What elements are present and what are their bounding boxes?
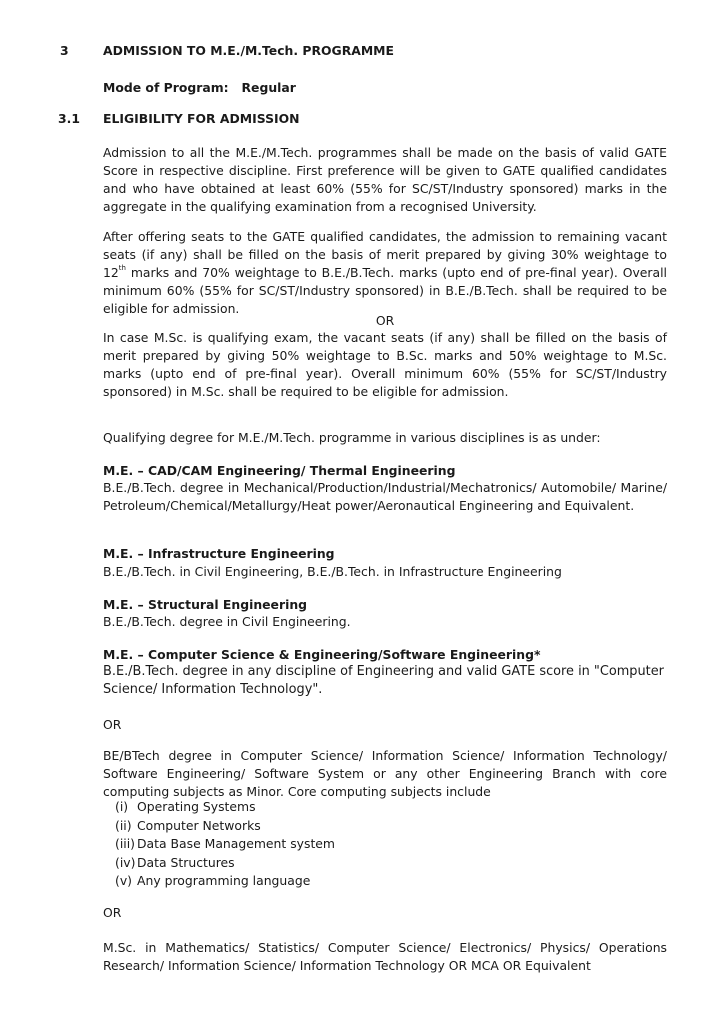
paragraph-remaining-seats [103, 228, 667, 318]
list-item-label: Data Base Management system [137, 836, 335, 852]
discipline-heading-cadcam: M.E. – CAD/CAM Engineering/ Thermal Engineering [103, 463, 456, 478]
mode-label: Mode of Program: [103, 80, 229, 95]
paragraph-qualifying-degree: Qualifying degree for M.E./M.Tech. programme in various disciplines is as under: [103, 430, 601, 445]
paragraph-msc-exam: In case M.Sc. is qualifying exam, the vacant seats (if any) shall be filled on the basis of merit prepared by giving 50% weightage to B.Sc. marks and 50% weightage to M.Sc. marks (upto end of pre-final year). Overall minimum 60% (55% for SC/ST/Industry sponsored) in M.Sc. shall be required to be eligible for admission. [103, 330, 667, 399]
or-separator-1: OR [103, 717, 122, 732]
list-item [115, 817, 615, 836]
discipline-text-computer-science: B.E./B.Tech. degree in any discipline of Engineering and valid GATE score in "Computer Science/ Information Technology". [103, 664, 664, 697]
list-item-number: (iv) [115, 854, 136, 870]
list-item-label: Data Structures [137, 854, 235, 870]
superscript-th: th [118, 264, 126, 272]
paragraph-gate-admission: Admission to all the M.E./M.Tech. programmes shall be made on the basis of valid GATE Score in respective discipline. First preference will be given to GATE qualified candidates and who have obtained at least 60% (55% for SC/ST/Industry sponsored) marks in the aggregate in the qualifying examination from a recognised University. [103, 145, 667, 214]
list-item [115, 835, 615, 854]
discipline-heading-computer-science: M.E. – Computer Science & Engineering/Software Engineering* [103, 647, 541, 662]
discipline-text-cadcam: B.E./B.Tech. degree in Mechanical/Production/Industrial/Mechatronics/ Automobile/ Marine/ Petroleum/Chemical/Metallurgy/Heat power/Aeronautical Engineering and Equivalent. [103, 480, 667, 513]
list-item-label: Operating Systems [137, 799, 256, 814]
mode-value: Regular [241, 80, 296, 95]
discipline-heading-structural: M.E. – Structural Engineering [103, 597, 308, 612]
list-item-label: Any programming language [137, 873, 311, 889]
para2-text-b: marks and 70% weightage to B.E./B.Tech. marks (upto end of pre-final year). Overall minimum 60% (55% for SC/ST/Industry sponsored) in B.E./B.Tech. shall be required to be eligible for admission. [103, 265, 667, 316]
para2-text-a: After offering seats to the GATE qualified candidates, the admission to remaining vacant seats (if any) shall be filled on the basis of merit prepared by giving 30% weightage to 12 [103, 229, 667, 280]
or-separator-center: OR [375, 313, 395, 328]
list-item [115, 872, 615, 891]
list-item-number: (i) [115, 799, 129, 814]
mode-of-program [103, 80, 667, 95]
subsection-number: 3.1 [58, 111, 80, 126]
or-separator-2: OR [103, 905, 122, 920]
subsection-title: ELIGIBILITY FOR ADMISSION [103, 111, 300, 126]
discipline-text-infrastructure: B.E./B.Tech. in Civil Engineering, B.E./B.Tech. in Infrastructure Engineering [103, 564, 562, 579]
section-title: ADMISSION TO M.E./M.Tech. PROGRAMME [103, 43, 394, 58]
paragraph-cs-degree: BE/BTech degree in Computer Science/ Information Science/ Information Technology/ Software Engineering/ Software System or any other Engineering Branch with core computing subjects as Minor. Core computing subjects include [103, 748, 667, 799]
list-item-number: (iii) [115, 836, 135, 852]
paragraph-msc-degree: M.Sc. in Mathematics/ Statistics/ Computer Science/ Electronics/ Physics/ Operations Research/ Information Science/ Information Technology OR MCA OR Equivalent [103, 940, 667, 973]
section-number: 3 [60, 43, 69, 58]
list-item-label: Computer Networks [137, 817, 261, 833]
list-item [115, 798, 615, 817]
discipline-heading-infrastructure: M.E. – Infrastructure Engineering [103, 546, 335, 561]
list-item-number: (ii) [115, 817, 132, 833]
core-subjects-list [115, 798, 615, 891]
list-item [115, 854, 615, 873]
discipline-text-structural: B.E./B.Tech. degree in Civil Engineering. [103, 614, 351, 629]
list-item-number: (v) [115, 873, 133, 889]
